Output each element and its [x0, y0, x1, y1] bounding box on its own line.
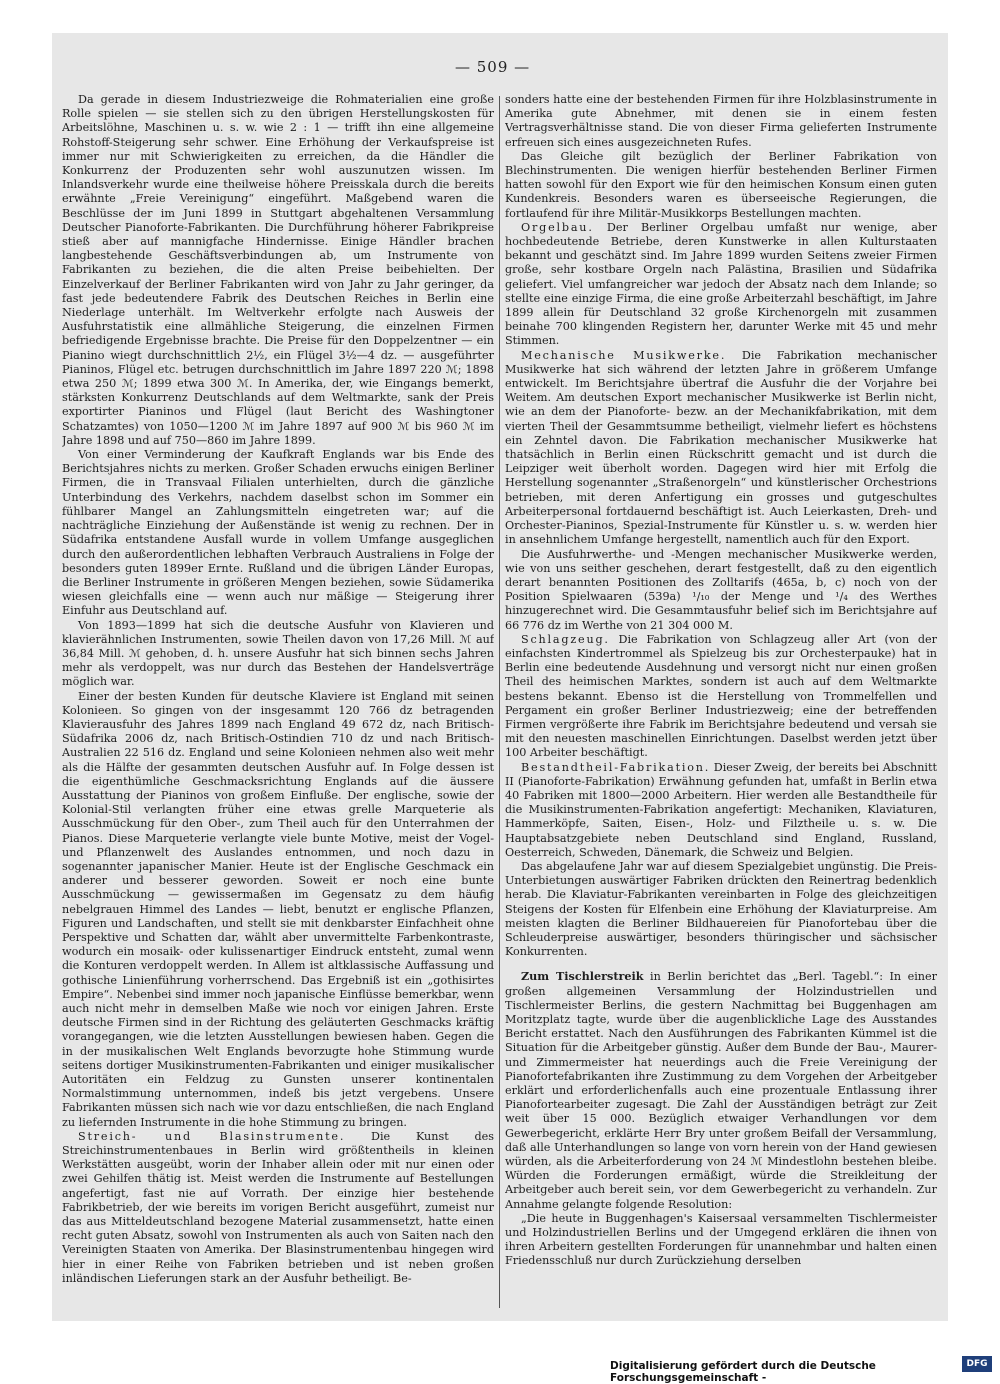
paragraph [62, 1130, 494, 1286]
paragraph-text: Die Kunst des Streichinstrumentenbaues in Berlin wird größtentheils in kleinen Werkstätten ausgeübt, worin der Inhaber allein oder mit nur einen oder zwei Gehilfen thätig ist. Meist werden die Instrumente auf Bestellungen angefertigt, fast nie auf Vorrath. Der einzige hier bestehende Fabrikbetrieb, der wie bereits im vorigen Bericht ausgeführt, zumeist nur das aus Mitteldeutschland bezogene Material zusammensetzt, hatte einen recht guten Absatz, sowohl von Instrumenten als auch von Saiten nach den Vereinigten Staaten von Amerika. Der Blasinstrumentenbau hingegen wird hier in einer Reihe von Fabriken betrieben und ist neben großen inländischen Lieferungen stark an der Ausfuhr betheiligt. Be- [62, 1129, 494, 1285]
right-column [505, 93, 937, 1313]
paragraph-text: Das Gleiche gilt bezüglich der Berliner Fabrikation von Blechinstrumenten. Die wenigen hierfür bestehenden Berliner Firmen hatten sowohl für den Export wie für den heimischen Konsum einen guten Kundenkreis. Besonders waren es überseeische Regierungen, die fortlaufend für ihre Militär-Musikkorps Bestellungen machten. [505, 149, 937, 220]
paragraph [505, 761, 937, 860]
left-column [62, 93, 494, 1313]
paragraph [505, 1212, 937, 1269]
paragraph [505, 150, 937, 221]
paragraph-text: Die Fabrikation von Schlagzeug aller Art (von der einfachsten Kindertrommel als Spielzeug bis zur Orchesterpauke) hat in Berlin eine bedeutende Ausdehnung und versorgt nicht nur einen großen Theil des heimischen Marktes, sondern ist auch auf dem Weltmarkte bestens bekannt. Ebenso ist die Herstellung von Trommelfellen und Pergament ein großer Berliner Industriezweig; eine der betreffenden Firmen vergrößerte ihre Fabrik im Berichtsjahre bedeutend und versah sie mit den neuesten maschinellen Einrichtungen. Daselbst werden jetzt über 100 Arbeiter beschäftigt. [505, 632, 937, 760]
paragraph-text: Von 1893—1899 hat sich die deutsche Ausfuhr von Klavieren und klavierähnlichen Instrumenten, sowie Theilen davon von 17,26 Mill. ℳ auf 36,84 Mill. ℳ gehoben, d. h. unsere Ausfuhr hat sich binnen sechs Jahren mehr als verdoppelt, was nur durch das Bestehen der Handelsverträge möglich war. [62, 618, 494, 689]
section-heading: Streich- und Blasinstrumente. [78, 1129, 346, 1143]
column-divider [499, 96, 500, 1308]
paragraph-text: Das abgelaufene Jahr war auf diesem Spezialgebiet ungünstig. Die Preis-Unterbietungen auswärtiger Fabriken drückten den Reinertrag bedenklich herab. Die Klaviatur-Fabrikanten vereinbarten in Folge des gleichzeitigen Steigens der Kosten für Elfenbein eine Erhöhung der Klaviaturpreise. Am meisten klagten die Berliner Bildhauereien für Pianofortebau über die Schleuderpreise auswärtiger, besonders thüringischer und sächsischer Konkurrenten. [505, 859, 937, 959]
paragraph [62, 93, 494, 448]
paragraph-text: in Berlin berichtet das „Berl. Tagebl.“: In einer großen allgemeinen Versammlung der Holzindustriellen und Tischlermeister Berlins, die gestern Nachmittag bei Buggenhagen am Moritzplatz tagte, wurde über die augenblickliche Lage des Ausstandes Bericht erstattet. Nach den Ausführungen des Fabrikanten Kümmel ist die Situation für die Arbeitgeber günstig. Außer dem Bunde der Bau-, Maurer- und Zimmermeister hat neuerdings auch die Freie Vereinigung der Pianofortefabrikanten ihre Zustimmung zu dem Vorgehen der Arbeitgeber erklärt und erforderlichenfalls auch eine prozentuale Entlassung ihrer Pianofortearbeiter zugesagt. Die Zahl der Ausständigen beträgt zur Zeit weit über 15 000. Bezüglich etwaiger Verhandlungen vor dem Gewerbegericht, erklärte Herr Bry unter großem Beifall der Versammlung, daß alle Unterhandlungen so lange von vorn herein von der Hand gewiesen würden, als die Arbeiterforderung von 24 ℳ Mindestlohn bestehen bleibe. Würden die Forderungen ermäßigt, würde die Streikleitung der Arbeitgeber auch bereit sein, vor dem Gewerbegericht zu verhandeln. Zur Annahme gelangte folgende Resolution: [505, 970, 937, 1211]
paragraph-text: sonders hatte eine der bestehenden Firmen für ihre Holzblasinstrumente in Amerika gute Abnehmer, mit denen sie in einem festen Vertragsverhältnisse stand. Die von dieser Firma gelieferten Instrumente erfreuen sich eines ausgezeichneten Rufes. [505, 93, 937, 149]
section-heading: Mechanische Musikwerke. [521, 348, 727, 362]
section-heading: Bestandtheil-Fabrikation. [521, 760, 711, 774]
paragraph [505, 221, 937, 349]
paragraph [62, 448, 494, 618]
dfg-logo: DFG [962, 1356, 992, 1372]
paragraph-text: Einer der besten Kunden für deutsche Klaviere ist England mit seinen Kolonieen. So gingen von der insgesammt 120 766 dz betragenden Klavierausfuhr des Jahres 1899 nach England 49 672 dz, nach Britisch-Südafrika 2006 dz, nach Britisch-Ostindien 710 dz und nach Britisch-Australien 22 516 dz. England und seine Kolonieen nehmen also weit mehr als die Hälfte der gesammten deutschen Ausfuhr auf. In Folge dessen ist die eigenthümliche Geschmacksrichtung Englands auf die äussere Ausstattung der Pianinos von großem Einfluße. Der englische, sowie der Kolonial-Stil verlangten früher eine etwas grelle Marqueterie als Ausschmückung für den Ober-, zum Theil auch für den Unterrahmen der Pianos. Diese Marqueterie verlangte viele bunte Motive, meist der Vogel- und Pflanzenwelt des Auslandes entnommen, und noch dazu in sogenannter japanischer Manier. Heute ist der Englische Geschmack ein anderer und besserer geworden. Soweit er noch eine bunte Ausschmückung — gewissermaßen im Gegensatz zu dem häufig nebelgrauen Himmel des Landes — liebt, benutzt er englische Pflanzen, Figuren und Landschaften, und stellt sie mit denkbarster Einfachheit ohne Perspektive und Schatten dar, wählt aber unvermittelte Farbenkontraste, wodurch ein mosaik- oder kulissenartiger Eindruck entsteht, zumal wenn die Konturen verdoppelt werden. In Allem ist altklassische Auffassung und gothische Linienführung vorherrschend. Das Ergebniß ist ein „gothisirtes Empire“. Nebenbei sind immer noch japanische Einflüsse bemerkbar, wenn auch nicht mehr in demselben Maße wie noch vor einigen Jahren. Erste deutsche Firmen sind in der Richtung des geläuterten Geschmacks kräftig vorangegangen, wie die letzten Ausstellungen bewiesen haben. Gegen die in der musikalischen Welt Englands bevorzugte hohe Stimmung wurde seitens dortiger Musikinstrumenten-Fabrikanten und einiger musikalischer Autoritäten ein Feldzug zu Gunsten unserer kontinentalen Normalstimmung unternommen, indeß bis jetzt vergebens. Unsere Fabrikanten müssen sich nach wie vor dazu entschließen, die nach England zu liefernden Instrumente in die hohe Stimmung zu bringen. [62, 689, 494, 1129]
paragraph [505, 633, 937, 761]
article-heading: Zum Tischlerstreik [521, 969, 644, 984]
paragraph [505, 93, 937, 150]
paragraph-gap [505, 959, 937, 969]
paragraph [62, 619, 494, 690]
paragraph-text: Der Berliner Orgelbau umfaßt nur wenige, aber hochbedeutende Betriebe, deren Kunstwerke in allen Kulturstaaten bekannt und geschätzt sind. Im Jahre 1899 wurden Seitens zweier Firmen große, sehr kostbare Orgeln nach Palästina, Brasilien und Südafrika geliefert. Viel umfangreicher war jedoch der Absatz nach dem Inlande; so stellte eine einzige Firma, die eine große Arbeiterzahl beschäftigt, im Jahre 1899 allein für Deutschland 32 große Kirchenorgeln mit zusammen beinahe 700 klingenden Registern her, darunter Werke mit 45 und mehr Stimmen. [505, 220, 937, 348]
footer-credit: Digitalisierung gefördert durch die Deutsche Forschungsgemeinschaft - [610, 1360, 876, 1384]
section-heading: Schlagzeug. [521, 632, 610, 646]
paragraph-text: Dieser Zweig, der bereits bei Abschnitt II (Pianoforte-Fabrikation) Erwähnung gefunden hat, umfaßt in Berlin etwa 40 Fabriken mit 1800—2000 Arbeitern. Hier werden alle Bestandtheile für die Musikinstrumenten-Fabrikation angefertigt: Mechaniken, Klaviaturen, Hammerköpfe, Saiten, Eisen-, Holz- und Filztheile u. s. w. Die Hauptabsatzgebiete neben Deutschland sind England, Russland, Oesterreich, Schweden, Dänemark, die Schweiz und Belgien. [505, 760, 937, 859]
paragraph-text: Die Ausfuhrwerthe- und -Mengen mechanischer Musikwerke werden, wie von uns seither geschehen, derart festgestellt, daß zu den eigentlich derart benannten Positionen des Zolltarifs (465a, b, c) noch von der Position Spielwaaren (539a) ¹/₁₀ der Menge und ¹/₄ des Werthes hinzugerechnet wird. Die Gesammtausfuhr belief sich im Berichtsjahre auf 66 776 dz im Werthe von 21 304 000 M. [505, 547, 937, 632]
paragraph-text: Da gerade in diesem Industriezweige die Rohmaterialien eine große Rolle spielen — sie stellen sich zu den übrigen Herstellungskosten für Arbeitslöhne, Maschinen u. s. w. wie 2 : 1 — trifft ihn eine allgemeine Rohstoff-Steigerung sehr schwer. Eine Erhöhung der Verkaufspreise ist immer nur mit Schwierigkeiten zu erreichen, da die Händler die Konkurrenz der Produzenten sehr wohl auszunutzen wissen. Im Inlandsverkehr wurde eine theilweise höhere Preisskala durch die bereits erwähnte „Freie Vereinigung“ eingeführt. Maßgebend waren die Beschlüsse der im Juni 1899 in Stuttgart abgehaltenen Versammlung Deutscher Pianoforte-Fabrikanten. Die Durchführung höherer Fabrikpreise stieß aber auf mannigfache Hindernisse. Einige Händler brachen langbestehende Geschäftsverbindungen ab, um Instrumente von Fabrikanten zu beziehen, die die alten Preise beibehielten. Der Einzelverkauf der Berliner Fabrikanten wird von Jahr zu Jahr geringer, da fast jede bedeutendere Fabrik des Deutschen Reiches in Berlin eine Niederlage unterhält. Im Weltverkehr erfolgte nach Ausweis der Ausfuhrstatistik eine allmähliche Steigerung, die einzelnen Firmen befriedigende Ergebnisse brachte. Die Preise für den Doppelzentner — ein Pianino wiegt durchschnittlich 2½, ein Flügel 3½—4 dz. — ausgeführter Pianinos, Flügel etc. betrugen durchschnittlich im Jahre 1897 220 ℳ; 1898 etwa 250 ℳ; 1899 etwa 300 ℳ. In Amerika, der, wie Eingangs bemerkt, stärksten Konkurrenz Deutschlands auf dem Weltmarkte, sank der Preis exportirter Pianinos und Flügel (laut Bericht des Washingtoner Schatzamtes) von 1050—1200 ℳ im Jahre 1897 auf 900 ℳ bis 960 ℳ im Jahre 1898 und auf 750—860 im Jahre 1899. [62, 93, 494, 447]
paragraph-text: „Die heute in Buggenhagen's Kaisersaal versammelten Tischlermeister und Holzindustriellen Berlins und der Umgegend erklären die ihnen von ihren Arbeitern gestellten Forderungen für unannehmbar und halten einen Friedensschluß nur durch Zurückziehung derselben [505, 1211, 937, 1268]
page-number: — 509 — [455, 58, 531, 76]
section-heading: Orgelbau. [521, 220, 594, 234]
paragraph-text: Die Fabrikation mechanischer Musikwerke hat sich während der letzten Jahre in größerem Umfange entwickelt. Im Berichtsjahre übertraf die Ausfuhr die der Vorjahre bei Weitem. Am deutschen Export mechanischer Musikwerke ist Berlin nicht, wie an dem der Pianoforte- bezw. an der Mechanikfabrikation, mit dem vierten Theil der Gesammtsumme betheiligt, vielmehr liefert es höchstens ein Zehntel davon. Die Fabrikation mechanischer Musikwerke hat thatsächlich in Berlin einen Rückschritt gemacht und ist durch die Leipziger weit überholt worden. Dagegen wird hier mit Erfolg die Herstellung sogenannter „Straßenorgeln“ und künstlerischer Orchestrions betrieben, mit deren Anfertigung ein grosses und gutgeschultes Arbeiterpersonal fortdauernd beschäftigt ist. Auch Leierkasten, Dreh- und Orchester-Pianinos, Spezial-Instrumente für Künstler u. s. w. werden hier in ansehnlichem Umfange hergestellt, namentlich auch für den Export. [505, 348, 937, 547]
paragraph [62, 690, 494, 1130]
paragraph [505, 349, 937, 548]
paragraph-text: Von einer Verminderung der Kaufkraft Englands war bis Ende des Berichtsjahres nichts zu merken. Großer Schaden erwuchs einigen Berliner Firmen, die in Transvaal Filialen unterhielten, durch die gänzliche Unterbindung des Verkehrs, nachdem daselbst schon im Sommer ein fühlbarer Mangel an Zahlungsmitteln eingetreten war; auf die nachträgliche Einziehung der Außenstände ist wenig zu rechnen. Der in Südafrika entstandene Ausfall wurde in vollem Umfange ausgeglichen durch den außerordentlichen lebhaften Verbrauch Australiens in Folge der besonders guten 1899er Ernte. Rußland und die übrigen Länder Europas, die Berliner Instrumente in größeren Mengen beziehen, sowie Südamerika wiesen gleichfalls eine — wenn auch nur mäßige — Steigerung ihrer Einfuhr aus Deutschland auf. [62, 448, 494, 618]
paragraph [505, 860, 937, 959]
paragraph [505, 969, 937, 1211]
paragraph [505, 548, 937, 633]
